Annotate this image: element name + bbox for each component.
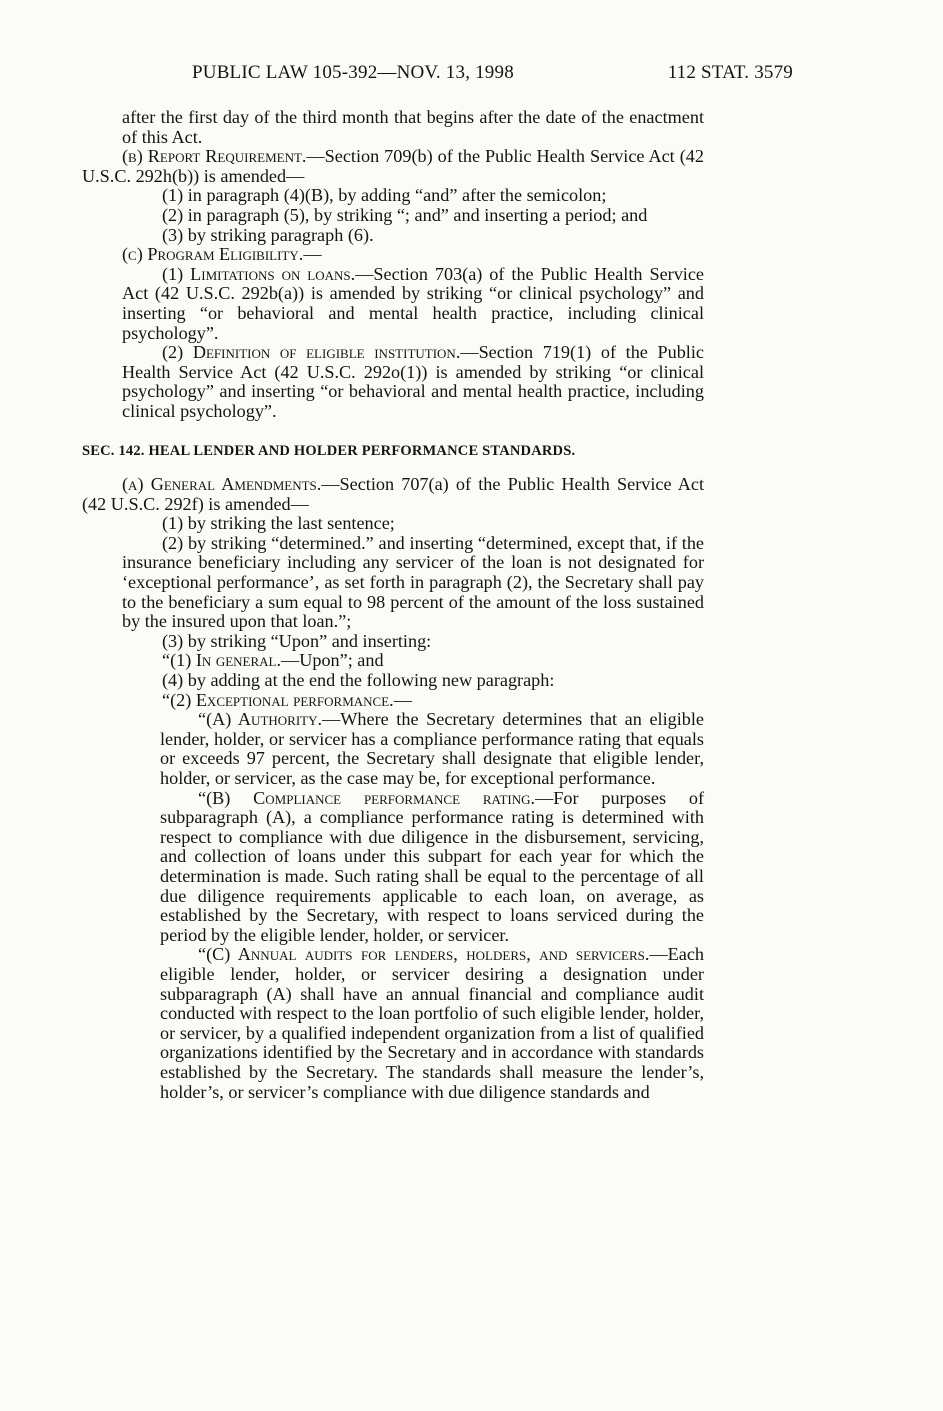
- paragraph-b2: (2) in paragraph (5), by striking “; and” and inserting a period; and: [162, 204, 648, 225]
- paragraph-b1: (1) in paragraph (4)(B), by adding “and” after the semicolon;: [162, 185, 607, 206]
- subsection-a: [82, 475, 704, 514]
- quoted-paragraph-1-heading: “(1) In general.: [162, 650, 282, 671]
- quoted-subparagraph-a-text: —Where the Secretary determines that an eligible lender, holder, or servicer has a compliance performance rating that equals or exceeds 97 percent, the Secretary shall designate that eligible lender, holder, or servicer, as the case may be, for exceptional performance.: [160, 709, 704, 788]
- paragraph-continuation: after the first day of the third month that begins after the date of the enactment of this Act.: [122, 107, 704, 147]
- quoted-subparagraph-c: [82, 945, 704, 1102]
- paragraph-c2: [82, 343, 704, 421]
- quoted-subparagraph-a-heading: “(A) Authority.: [198, 709, 323, 730]
- paragraph-a2: (2) by striking “determined.” and inserting “determined, except that, if the insurance beneficiary including any servicer of the loan is not designated for ‘exceptional performance’, as set forth in paragraph (2), the Secretary shall pay to the beneficiary a sum equal to 98 percent of the amount of the loss sustained by the insured upon that loan.”;: [122, 532, 704, 632]
- quoted-subparagraph-b: [82, 789, 704, 946]
- section-142-heading: SEC. 142. HEAL LENDER AND HOLDER PERFORMANCE STANDARDS.: [82, 442, 576, 459]
- paragraph-b3: (3) by striking paragraph (6).: [162, 224, 374, 245]
- paragraph-c2-heading: (2) Definition of eligible institution.: [162, 342, 461, 363]
- paragraph-a3: (3) by striking “Upon” and inserting:: [162, 630, 432, 651]
- paragraph-a1: (1) by striking the last sentence;: [162, 513, 395, 534]
- subsection-c-heading: (c) Program Eligibility.: [122, 244, 304, 265]
- quoted-paragraph-1: [82, 651, 704, 671]
- quoted-paragraph-2: [82, 691, 704, 711]
- quoted-subparagraph-c-heading: “(C) Annual audits for lenders, holders, and servicers.: [198, 944, 650, 965]
- subsection-b-heading: (b) Report Requirement.: [122, 146, 307, 167]
- quoted-subparagraph-b-heading: “(B) Compliance performance rating.: [198, 787, 536, 808]
- paragraph-c2-text: —Section 719(1) of the Public Health Service Act (42 U.S.C. 292o(1)) is amended by striking “or clinical psychology” and inserting “or behavioral and mental health practice, including clinical psychology”.: [122, 342, 704, 421]
- subsection-c-dash: —: [303, 244, 322, 265]
- quoted-paragraph-1-text: —Upon”; and: [281, 650, 384, 671]
- quoted-subparagraph-b-text: —For purposes of subparagraph (A), a compliance performance rating is determined with respect to compliance with due diligence in the disbursement, servicing, and collection of loans under this subpart for each year for which the determination is made. Such rating shall be equal to the percentage of all due diligence requirements applicable to each loan, on average, as established by the Secretary, with respect to loans serviced during the period by the eligible lender, holder, or servicer.: [160, 787, 705, 945]
- document-body: [82, 108, 704, 1102]
- running-header: [120, 62, 793, 88]
- subsection-b: [82, 147, 704, 186]
- paragraph-a4: (4) by adding at the end the following new paragraph:: [162, 670, 555, 691]
- paragraph-c1-text: —Section 703(a) of the Public Health Service Act (42 U.S.C. 292b(a)) is amended by striking “or clinical psychology” and inserting “or behavioral and mental health practice, including clinical psychology”.: [122, 263, 704, 343]
- statute-page-number: 112 STAT. 3579: [667, 62, 793, 83]
- subsection-a-text: —Section 707(a) of the Public Health Service Act (42 U.S.C. 292f) is amended—: [82, 474, 704, 514]
- public-law-citation: PUBLIC LAW 105-392—NOV. 13, 1998: [192, 62, 514, 83]
- subsection-c: [82, 245, 704, 265]
- subsection-a-heading: (a) General Amendments.: [122, 474, 322, 495]
- quoted-paragraph-2-dash: —: [393, 689, 412, 710]
- quoted-subparagraph-a: [82, 710, 704, 788]
- paragraph-c1-heading: (1) Limitations on loans.: [162, 263, 356, 284]
- paragraph-c1: [82, 265, 704, 343]
- subsection-b-text: —Section 709(b) of the Public Health Service Act (42 U.S.C. 292h(b)) is amended—: [82, 146, 704, 186]
- quoted-paragraph-2-heading: “(2) Exceptional performance.: [162, 689, 394, 710]
- quoted-subparagraph-c-text: —Each eligible lender, holder, or servicer desiring a designation under subparagraph (A) shall have an annual financial and compliance audit conducted with respect to the loan portfolio of such eligible lender, holder, or servicer, by a qualified independent organization from a list of qualified organizations identified by the Secretary and in accordance with standards established by the Secretary. The standards shall measure the lender’s, holder’s, or servicer’s compliance with due diligence standards and: [160, 944, 704, 1102]
